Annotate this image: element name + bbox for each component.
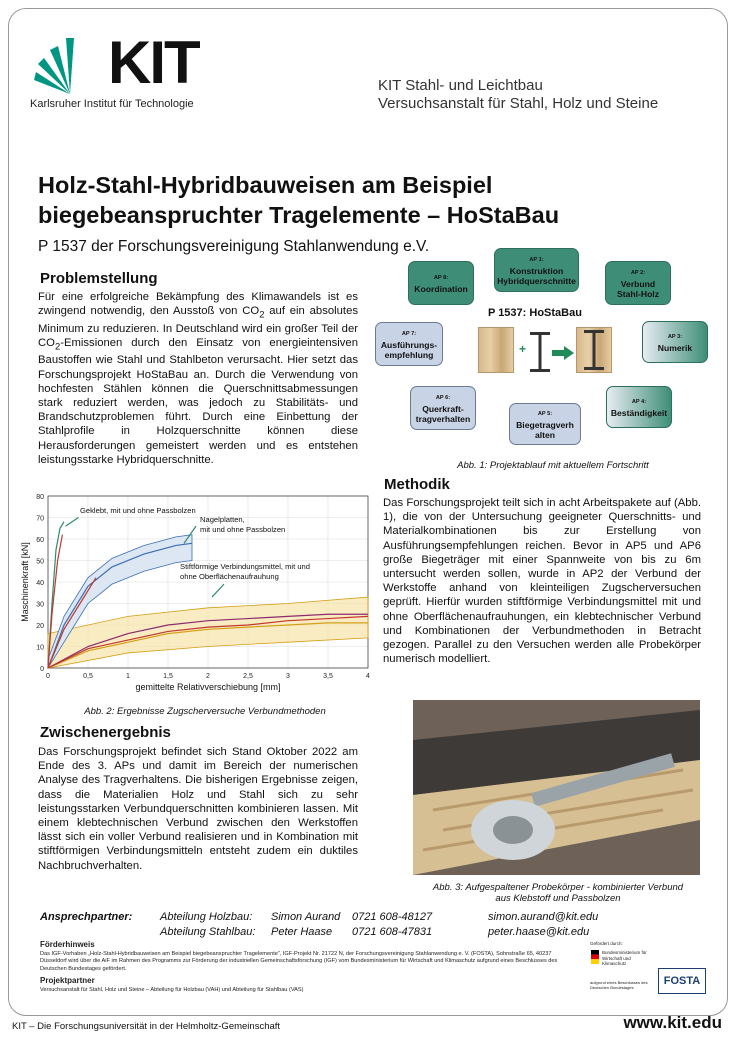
ap-label: Beständigkeit	[610, 407, 668, 418]
ap-number: AP 6:	[435, 394, 451, 401]
annotation-nailplate-line: mit und ohne Passbolzen	[200, 524, 286, 534]
partner-heading: Projektpartner	[40, 976, 95, 985]
y-tick-label: 60	[36, 537, 44, 544]
arrow-right-icon	[552, 346, 574, 360]
figure-2-caption: Abb. 2: Ergebnisse Zugscherversuche Verbundmethoden	[84, 706, 326, 717]
ministry-name: Bundesministerium für Wirtschaft und Klimaschutz	[602, 950, 647, 966]
annotation-glued: Geklebt, mit und ohne Passbolzen	[80, 506, 196, 516]
y-tick-label: 30	[36, 601, 44, 609]
problem-text-b: auf ein absolutes Minimum zu reduzieren. In Deutschland wird ein großer Teil der CO	[38, 305, 359, 349]
problem-text-c: -Emissionen durch den Einsatz von energieintensiven Baustoffen wie Stahl und Stahlbeton verursacht. Hier setzt das Forschungsprojekt HoStaBau an. Durch die Verwendung von hochfesten Stählen können die Querschnittsabmessungen stark reduziert werden, was jedoch zu Stabilitäts- und Brandschutzproblemen führt. Durch eine Einbettung der Stahlprofile in Holzquerschnitte können diese Herausforderungen gemeistert werden und es entstehen leistungsstarke Hybridquerschnitte.	[38, 336, 358, 466]
ap-number: AP 5:	[537, 410, 553, 417]
poster-title	[38, 170, 559, 230]
annotation-dowel	[180, 562, 310, 581]
diagram-center-title: P 1537: HoStaBau	[488, 307, 582, 319]
x-tick-label: 4	[366, 673, 370, 680]
footer-tagline: KIT – Die Forschungsuniversität in der Helmholtz-Gemeinschaft	[12, 1021, 281, 1032]
y-tick-label: 0	[40, 666, 44, 673]
x-tick-label: 2	[206, 673, 210, 680]
ap-label: Verbund Stahl-Holz	[616, 278, 659, 299]
ap-box-7	[375, 322, 443, 366]
kit-logo-fan-icon	[30, 28, 110, 96]
ap-box-2	[605, 261, 671, 305]
institute-name	[378, 77, 658, 113]
fosta-logo: FOSTA	[658, 968, 706, 994]
problem-text	[38, 290, 358, 467]
ap-label: Biegetragverh alten	[516, 419, 574, 440]
contact-row-2-email[interactable]: peter.haase@kit.edu	[488, 926, 590, 938]
partner-text: Versuchsanstalt für Stahl, Holz und Steine – Abteilung für Holzbau (VAH) und Abteilung für Stahlbau (VAS)	[40, 987, 304, 993]
y-tick-label: 10	[36, 644, 44, 652]
annotation-arrow	[66, 518, 79, 527]
y-tick-label: 40	[36, 580, 44, 587]
ap-box-4	[606, 386, 672, 428]
y-tick-label: 70	[36, 515, 44, 523]
ap-number: AP 4:	[631, 398, 647, 405]
method-text: Das Forschungsprojekt teilt sich in acht Arbeitspakete auf (Abb. 1), die von der Untersuchung geeigneter Querschnitts- und Materialkombinationen bis zur Erstellung von Ausführungsempfehlungen reichen. Bevor in AP5 und AP6 große Biegeträger mit einer Spannweite von bis zu 6m untersucht werden sollen, wurde in AP2 der Verbund der Werkstoffe anhand von kleinteiligen Zugscherversuchen geprüft. Hierfür wurden stiftförmige Verbindungsmittel mit und ohne Oberflächenaufrauhungen, ein klebtechnischer Verbund und Kombinationen der Verbundmethoden in Betracht gezogen. Parallel zu den Versuchen werden alle Probekörper numerisch modelliert.	[383, 497, 701, 666]
annotation-dowel-line: ohne Oberflächenaufrauhung	[180, 572, 279, 582]
title-line-1: Holz-Stahl-Hybridbauweisen am Beispiel	[38, 172, 493, 198]
ap-number: AP 3:	[667, 333, 683, 340]
y-tick-label: 20	[36, 623, 44, 630]
figure-3-caption-line-1: Abb. 3: Aufgespaltener Probekörper - kombinierter Verbund	[432, 882, 684, 893]
figure-1-caption: Abb. 1: Projektablauf mit aktuellem Fortschritt	[457, 460, 649, 471]
funding-heading: Förderhinweis	[40, 940, 95, 949]
contact-row-2-phone: 0721 608-47831	[352, 926, 433, 938]
problem-heading: Problemstellung	[40, 270, 158, 287]
x-tick-label: 3	[286, 673, 290, 680]
x-tick-label: 1	[126, 673, 130, 680]
contact-row-1-email[interactable]: simon.aurand@kit.edu	[488, 911, 599, 923]
embedded-steel-icon	[584, 330, 604, 370]
x-axis-label: gemittelte Relativverschiebung [mm]	[135, 682, 281, 692]
y-tick-label: 80	[36, 494, 44, 501]
kit-logo-subtitle: Karlsruher Institut für Technologie	[30, 98, 194, 110]
ap-number: AP 7:	[401, 330, 417, 337]
interim-text: Das Forschungsprojekt befindet sich Stand Oktober 2022 am Ende des 3. APs und damit im Bereich der numerischen Analyse des Tragverhaltens. Die bisherigen Ergebnisse zeigen, dass die Materialien Holz und Stahl sich zu sehr leistungsstarken Verbundquerschnitten kombinieren lassen. Mit einem klebtechnischen Verbund zwischen den Werkstoffen lässt sich ein voller Verbund realisieren und in Kombination mit stiftförmigen Verbindungsmitteln entsteht zudem ein duktiles Nachbruchverhalten.	[38, 746, 358, 872]
x-tick-label: 0	[46, 673, 50, 680]
ap-box-1	[494, 248, 579, 292]
bundestag-note: aufgrund eines Beschlusses des Deutschen Bundestages	[590, 980, 648, 990]
institute-line-2: Versuchsanstalt für Stahl, Holz und Steine	[378, 95, 659, 112]
ap-label: Konstruktion Hybridquerschnitte	[497, 265, 576, 286]
x-tick-label: 2,5	[243, 673, 253, 680]
shear-test-chart	[18, 488, 368, 703]
annotation-arrow	[212, 584, 224, 597]
poster-subtitle: P 1537 der Forschungsvereinigung Stahlanwendung e.V.	[38, 238, 430, 255]
contact-row-1-name: Simon Aurand	[271, 911, 341, 923]
german-eagle-flag-icon	[591, 950, 599, 964]
contact-row-1-phone: 0721 608-48127	[352, 911, 433, 923]
hybrid-section-image	[576, 327, 612, 373]
contact-row-1-dept: Abteilung Holzbau:	[160, 911, 253, 923]
ap-number: AP 2:	[630, 269, 646, 276]
funded-by-label: Gefördert durch:	[590, 941, 623, 946]
ap-label: Numerik	[657, 342, 693, 353]
plus-icon: +	[519, 342, 527, 356]
ap-box-3	[642, 321, 708, 363]
figure-3-caption	[398, 882, 718, 904]
kit-logo-text: KIT	[108, 29, 199, 96]
interim-heading: Zwischenergebnis	[40, 724, 171, 741]
contacts-label: Ansprechpartner:	[40, 911, 133, 923]
split-specimen-image	[413, 700, 700, 875]
specimen-photo	[413, 700, 700, 875]
x-tick-label: 0,5	[83, 673, 93, 680]
kit-logo	[30, 28, 220, 118]
y-tick-label: 50	[36, 558, 44, 566]
funding-text: Das IGF-Vorhaben „Holz-Stahl-Hybridbauweisen am Beispiel biegebeanspruchter Tragelemente“, IGF-Projekt Nr. 21722 N, der Forschungsvereinigung Stahlanwendung e. V. (FOSTA), Sohnstraße 65, 40237 Düsseldorf wird über die AiF im Rahmen des Programms zur Förderung der industriellen Gemeinschaftsforschung (IGF) vom Bundesministerium für Wirtschaft und Klimaschutz aufgrund eines Beschlusses des Deutschen Bundestages gefördert.	[40, 951, 558, 972]
ap-label: Ausführungs-empfehlung	[380, 339, 438, 360]
steel-profile-icon	[530, 332, 550, 372]
x-tick-label: 3,5	[323, 673, 333, 680]
ap-box-6	[410, 386, 476, 430]
ap-box-5	[509, 403, 581, 445]
x-tick-label: 1,5	[163, 673, 173, 680]
ap-number: AP 8:	[433, 274, 449, 281]
title-line-2: biegebeanspruchter Tragelemente – HoStaBau	[38, 202, 560, 228]
method-heading: Methodik	[384, 476, 450, 493]
contact-row-2-name: Peter Haase	[271, 926, 333, 938]
ap-box-8	[408, 261, 474, 305]
ap-number: AP 1:	[529, 256, 544, 263]
annotation-nailplate-line: Nagelplatten,	[200, 514, 245, 524]
figure-3-caption-line-2: aus Klebstoff und Passbolzen	[495, 893, 621, 904]
timber-section-image	[478, 327, 514, 373]
co2-subscript: 2	[54, 340, 61, 352]
footer-url[interactable]: www.kit.edu	[623, 1013, 722, 1032]
ap-label: Koordination	[414, 283, 468, 294]
institute-line-1: KIT Stahl- und Leichtbau	[378, 77, 543, 94]
annotation-dowel-line: Stiftförmige Verbindungsmittel, mit und	[180, 562, 310, 572]
problem-text-a: Für eine erfolgreiche Bekämpfung des Klimawandels ist es zwingend notwendig, den Ausstoß von CO	[38, 291, 358, 318]
ap-label: Querkraft-tragverhalten	[415, 403, 471, 424]
contact-row-2-dept: Abteilung Stahlbau:	[160, 926, 256, 938]
co2-subscript: 2	[259, 308, 265, 320]
y-axis-label: Maschinenkraft [kN]	[20, 542, 30, 622]
